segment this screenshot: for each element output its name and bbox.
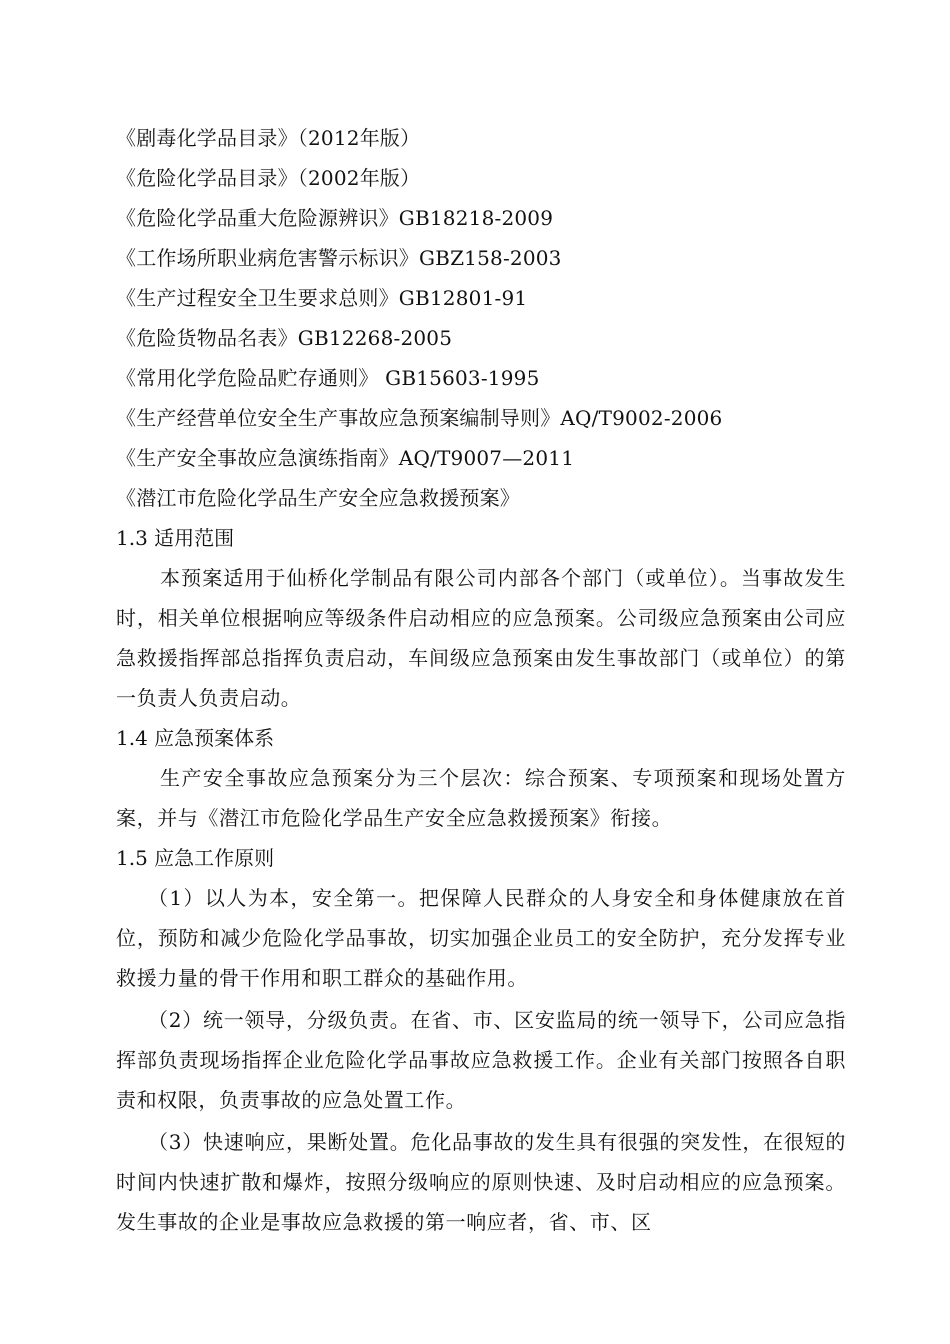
- section-heading-plan-system: 1.4 应急预案体系: [116, 726, 275, 750]
- reference-item: 《工作场所职业病危害警示标识》GBZ158-2003: [116, 246, 562, 270]
- reference-item: 《危险化学品重大危险源辨识》GB18218-2009: [116, 206, 554, 230]
- plan-system-paragraph: 生产安全事故应急预案分为三个层次：综合预案、专项预案和现场处置方案，并与《潜江市危险化学品生产安全应急救援预案》衔接。: [116, 766, 846, 830]
- reference-item: 《生产过程安全卫生要求总则》GB12801-91: [116, 286, 528, 310]
- reference-list: [116, 118, 856, 518]
- principle-paragraph-3: （3）快速响应，果断处置。危化品事故的发生具有很强的突发性，在很短的时间内快速扩散和爆炸，按照分级响应的原则快速、及时启动相应的应急预案。发生事故的企业是事故应急救援的第一响应者，省、市、区: [116, 1130, 846, 1234]
- reference-item: 《剧毒化学品目录》（2012年版）: [116, 126, 421, 150]
- reference-item: 《生产经营单位安全生产事故应急预案编制导则》AQ/T9002-2006: [116, 406, 723, 430]
- principle-paragraph-1: （1）以人为本，安全第一。把保障人民群众的人身安全和身体健康放在首位，预防和减少危险化学品事故，切实加强企业员工的安全防护，充分发挥专业救援力量的骨干作用和职工群众的基础作用。: [116, 886, 846, 990]
- reference-item: 《危险化学品目录》（2002年版）: [116, 166, 421, 190]
- reference-item: 《生产安全事故应急演练指南》AQ/T9007—2011: [116, 446, 575, 470]
- principle-paragraph-2: （2）统一领导，分级负责。在省、市、区安监局的统一领导下，公司应急指挥部负责现场指挥企业危险化学品事故应急救援工作。企业有关部门按照各自职责和权限，负责事故的应急处置工作。: [116, 1008, 846, 1112]
- section-heading-principles: 1.5 应急工作原则: [116, 846, 275, 870]
- reference-item: 《潜江市危险化学品生产安全应急救援预案》: [116, 486, 520, 510]
- reference-item: 《常用化学危险品贮存通则》 GB15603-1995: [116, 366, 540, 390]
- section-heading-scope: 1.3 适用范围: [116, 526, 235, 550]
- reference-item: 《危险货物品名表》GB12268-2005: [116, 326, 453, 350]
- scope-paragraph: 本预案适用于仙桥化学制品有限公司内部各个部门（或单位）。当事故发生时，相关单位根据响应等级条件启动相应的应急预案。公司级应急预案由公司应急救援指挥部总指挥负责启动，车间级应急预案由发生事故部门（或单位）的第一负责人负责启动。: [116, 566, 846, 710]
